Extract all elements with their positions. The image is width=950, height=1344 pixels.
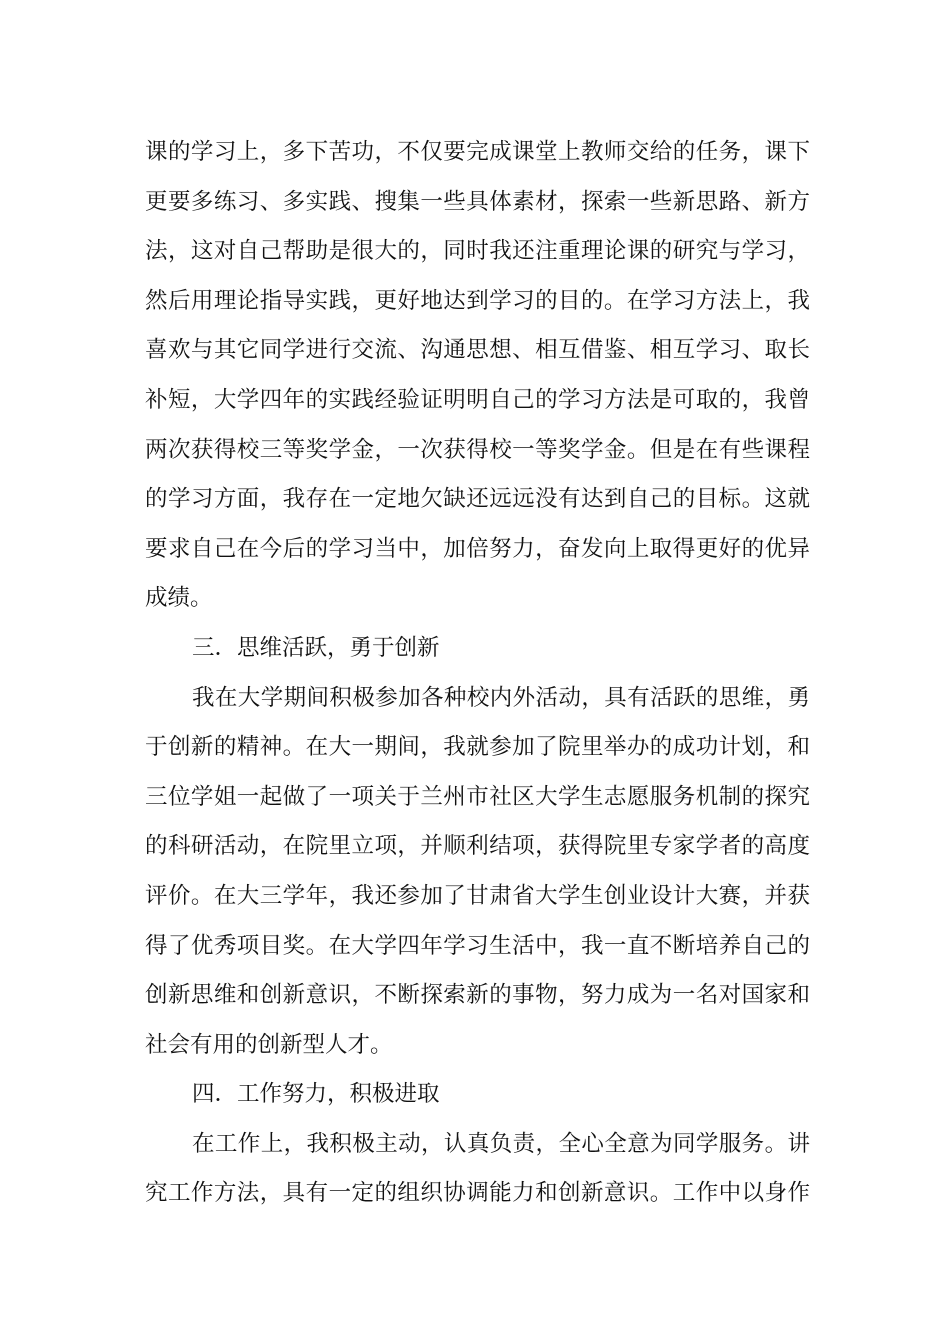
body-line: 创新思维和创新意识，不断探索新的事物，努力成为一名对国家和 xyxy=(145,982,810,1009)
body-line: 得了优秀项目奖。在大学四年学习生活中，我一直不断培养自己的 xyxy=(145,932,810,959)
body-line: 的科研活动，在院里立项，并顺利结项，获得院里专家学者的高度 xyxy=(145,833,810,860)
body-line: 在工作上，我积极主动，认真负责，全心全意为同学服务。讲 xyxy=(192,1130,810,1157)
body-line: 更要多练习、多实践、搜集一些具体素材，探索一些新思路、新方 xyxy=(145,188,810,215)
document-body xyxy=(145,128,810,1219)
body-line: 于创新的精神。在大一期间，我就参加了院里举办的成功计划，和 xyxy=(145,734,810,761)
body-line: 评价。在大三学年，我还参加了甘肃省大学生创业设计大赛，并获 xyxy=(145,882,810,909)
body-line: 要求自己在今后的学习当中，加倍努力，奋发向上取得更好的优异 xyxy=(145,535,810,562)
body-line: 三位学姐一起做了一项关于兰州市社区大学生志愿服务机制的探究 xyxy=(145,783,810,810)
body-line: 喜欢与其它同学进行交流、沟通思想、相互借鉴、相互学习、取长 xyxy=(145,337,810,364)
section-heading: 三．思维活跃，勇于创新 xyxy=(192,634,440,661)
body-line: 然后用理论指导实践，更好地达到学习的目的。在学习方法上，我 xyxy=(145,287,810,314)
body-line: 补短，大学四年的实践经验证明明自己的学习方法是可取的，我曾 xyxy=(145,386,810,413)
body-line: 课的学习上，多下苦功，不仅要完成课堂上教师交给的任务，课下 xyxy=(145,139,810,165)
body-line: 社会有用的创新型人才。 xyxy=(145,1031,393,1058)
body-line: 两次获得校三等奖学金，一次获得校一等奖学金。但是在有些课程 xyxy=(145,436,810,463)
section-heading: 四．工作努力，积极进取 xyxy=(192,1081,440,1108)
body-line: 究工作方法，具有一定的组织协调能力和创新意识。工作中以身作 xyxy=(145,1180,810,1207)
body-line: 我在大学期间积极参加各种校内外活动，具有活跃的思维，勇 xyxy=(192,684,810,711)
body-line: 的学习方面，我存在一定地欠缺还远远没有达到自己的目标。这就 xyxy=(145,486,810,513)
body-line: 成绩。 xyxy=(145,585,213,612)
body-line: 法，这对自己帮助是很大的，同时我还注重理论课的研究与学习， xyxy=(145,238,810,265)
